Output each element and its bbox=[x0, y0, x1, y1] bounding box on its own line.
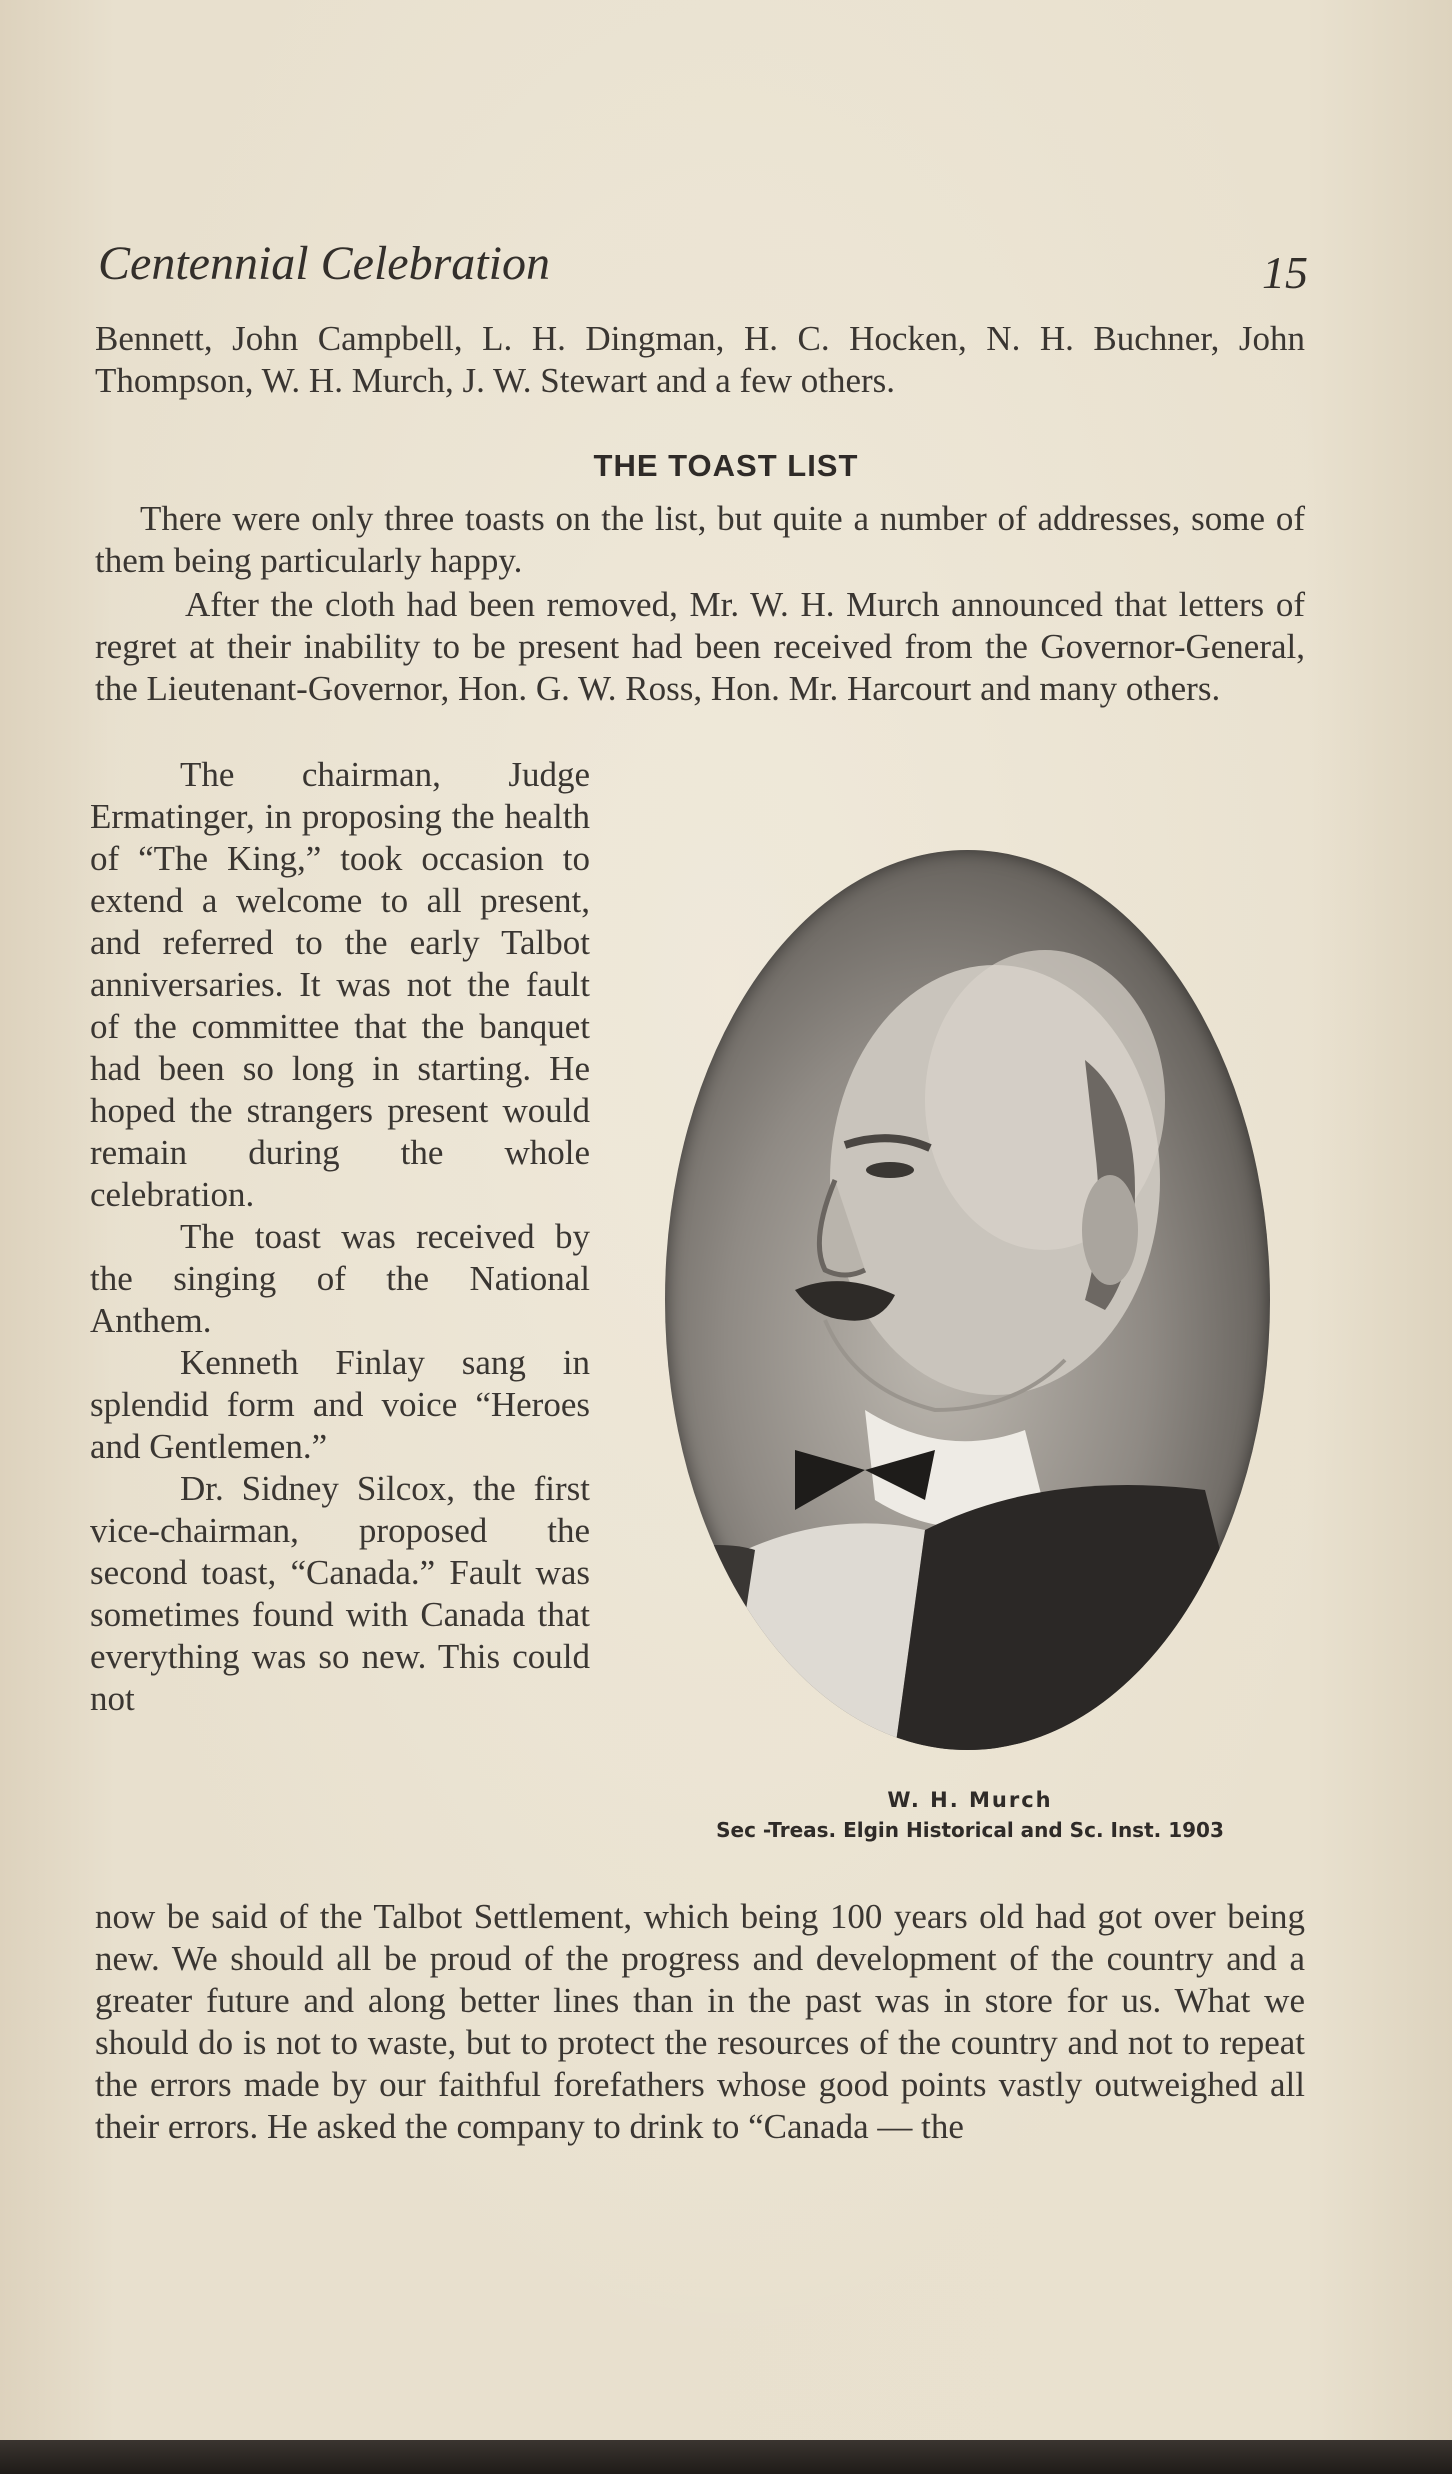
section-heading: THE TOAST LIST bbox=[593, 448, 859, 483]
intro-paragraph: Bennett, John Campbell, L. H. Dingman, H. C. Hocken, N. H. Buchner, John Thompson, W. H. Murch, J. W. Stewart and a few others. bbox=[95, 319, 1305, 400]
page-bottom-edge bbox=[0, 2440, 1452, 2474]
page-header bbox=[98, 236, 1308, 306]
left-text-column bbox=[90, 754, 590, 1720]
column-paragraph-silcox: Dr. Sidney Silcox, the first vice-chairman, proposed the second toast, “Canada.” Fault was sometimes found with Canada that everything was so new. This could not bbox=[90, 1469, 590, 1718]
paragraph-toasts: There were only three toasts on the list, but quite a number of addresses, some of them being particularly happy. bbox=[95, 499, 1305, 580]
column-paragraph-anthem: The toast was received by the singing of the National Anthem. bbox=[90, 1217, 590, 1340]
column-paragraph-finlay: Kenneth Finlay sang in splendid form and voice “Heroes and Gentlemen.” bbox=[90, 1343, 590, 1466]
column-paragraph-chairman: The chairman, Judge Ermatinger, in proposing the health of “The King,” took occasion to extend a welcome to all present, and referred to the early Talbot anniversaries. It was not the fault of the committee that the banquet had been so long in starting. He hoped the strangers present would remain during the whole celebration. bbox=[90, 755, 590, 1214]
page-number: 15 bbox=[1262, 247, 1308, 298]
portrait-caption bbox=[600, 1788, 1340, 1842]
portrait-figure bbox=[665, 850, 1270, 1750]
paragraph-letters: After the cloth had been removed, Mr. W. H. Murch announced that letters of regret at their inability to be present had been received from the Governor-General, the Lieutenant-Governor, Hon. G. W. Ross, Hon. Mr. Harcourt and many others. bbox=[95, 585, 1305, 708]
caption-title: Sec -Treas. Elgin Historical and Sc. Inst. 1903 bbox=[716, 1818, 1224, 1842]
running-title: Centennial Celebration bbox=[98, 237, 550, 290]
portrait-photo bbox=[665, 850, 1270, 1750]
caption-name: W. H. Murch bbox=[887, 1788, 1053, 1812]
continuation-paragraph: now be said of the Talbot Settlement, which being 100 years old had got over being new. We should all be proud of the progress and development of the country and a greater future and along better lines than in the past was in store for us. What we should do is not to waste, but to protect the resources of the country and not to repeat the errors made by our faithful forefathers whose good points vastly outweighed all their errors. He asked the company to drink to “Canada — the bbox=[95, 1897, 1305, 2146]
